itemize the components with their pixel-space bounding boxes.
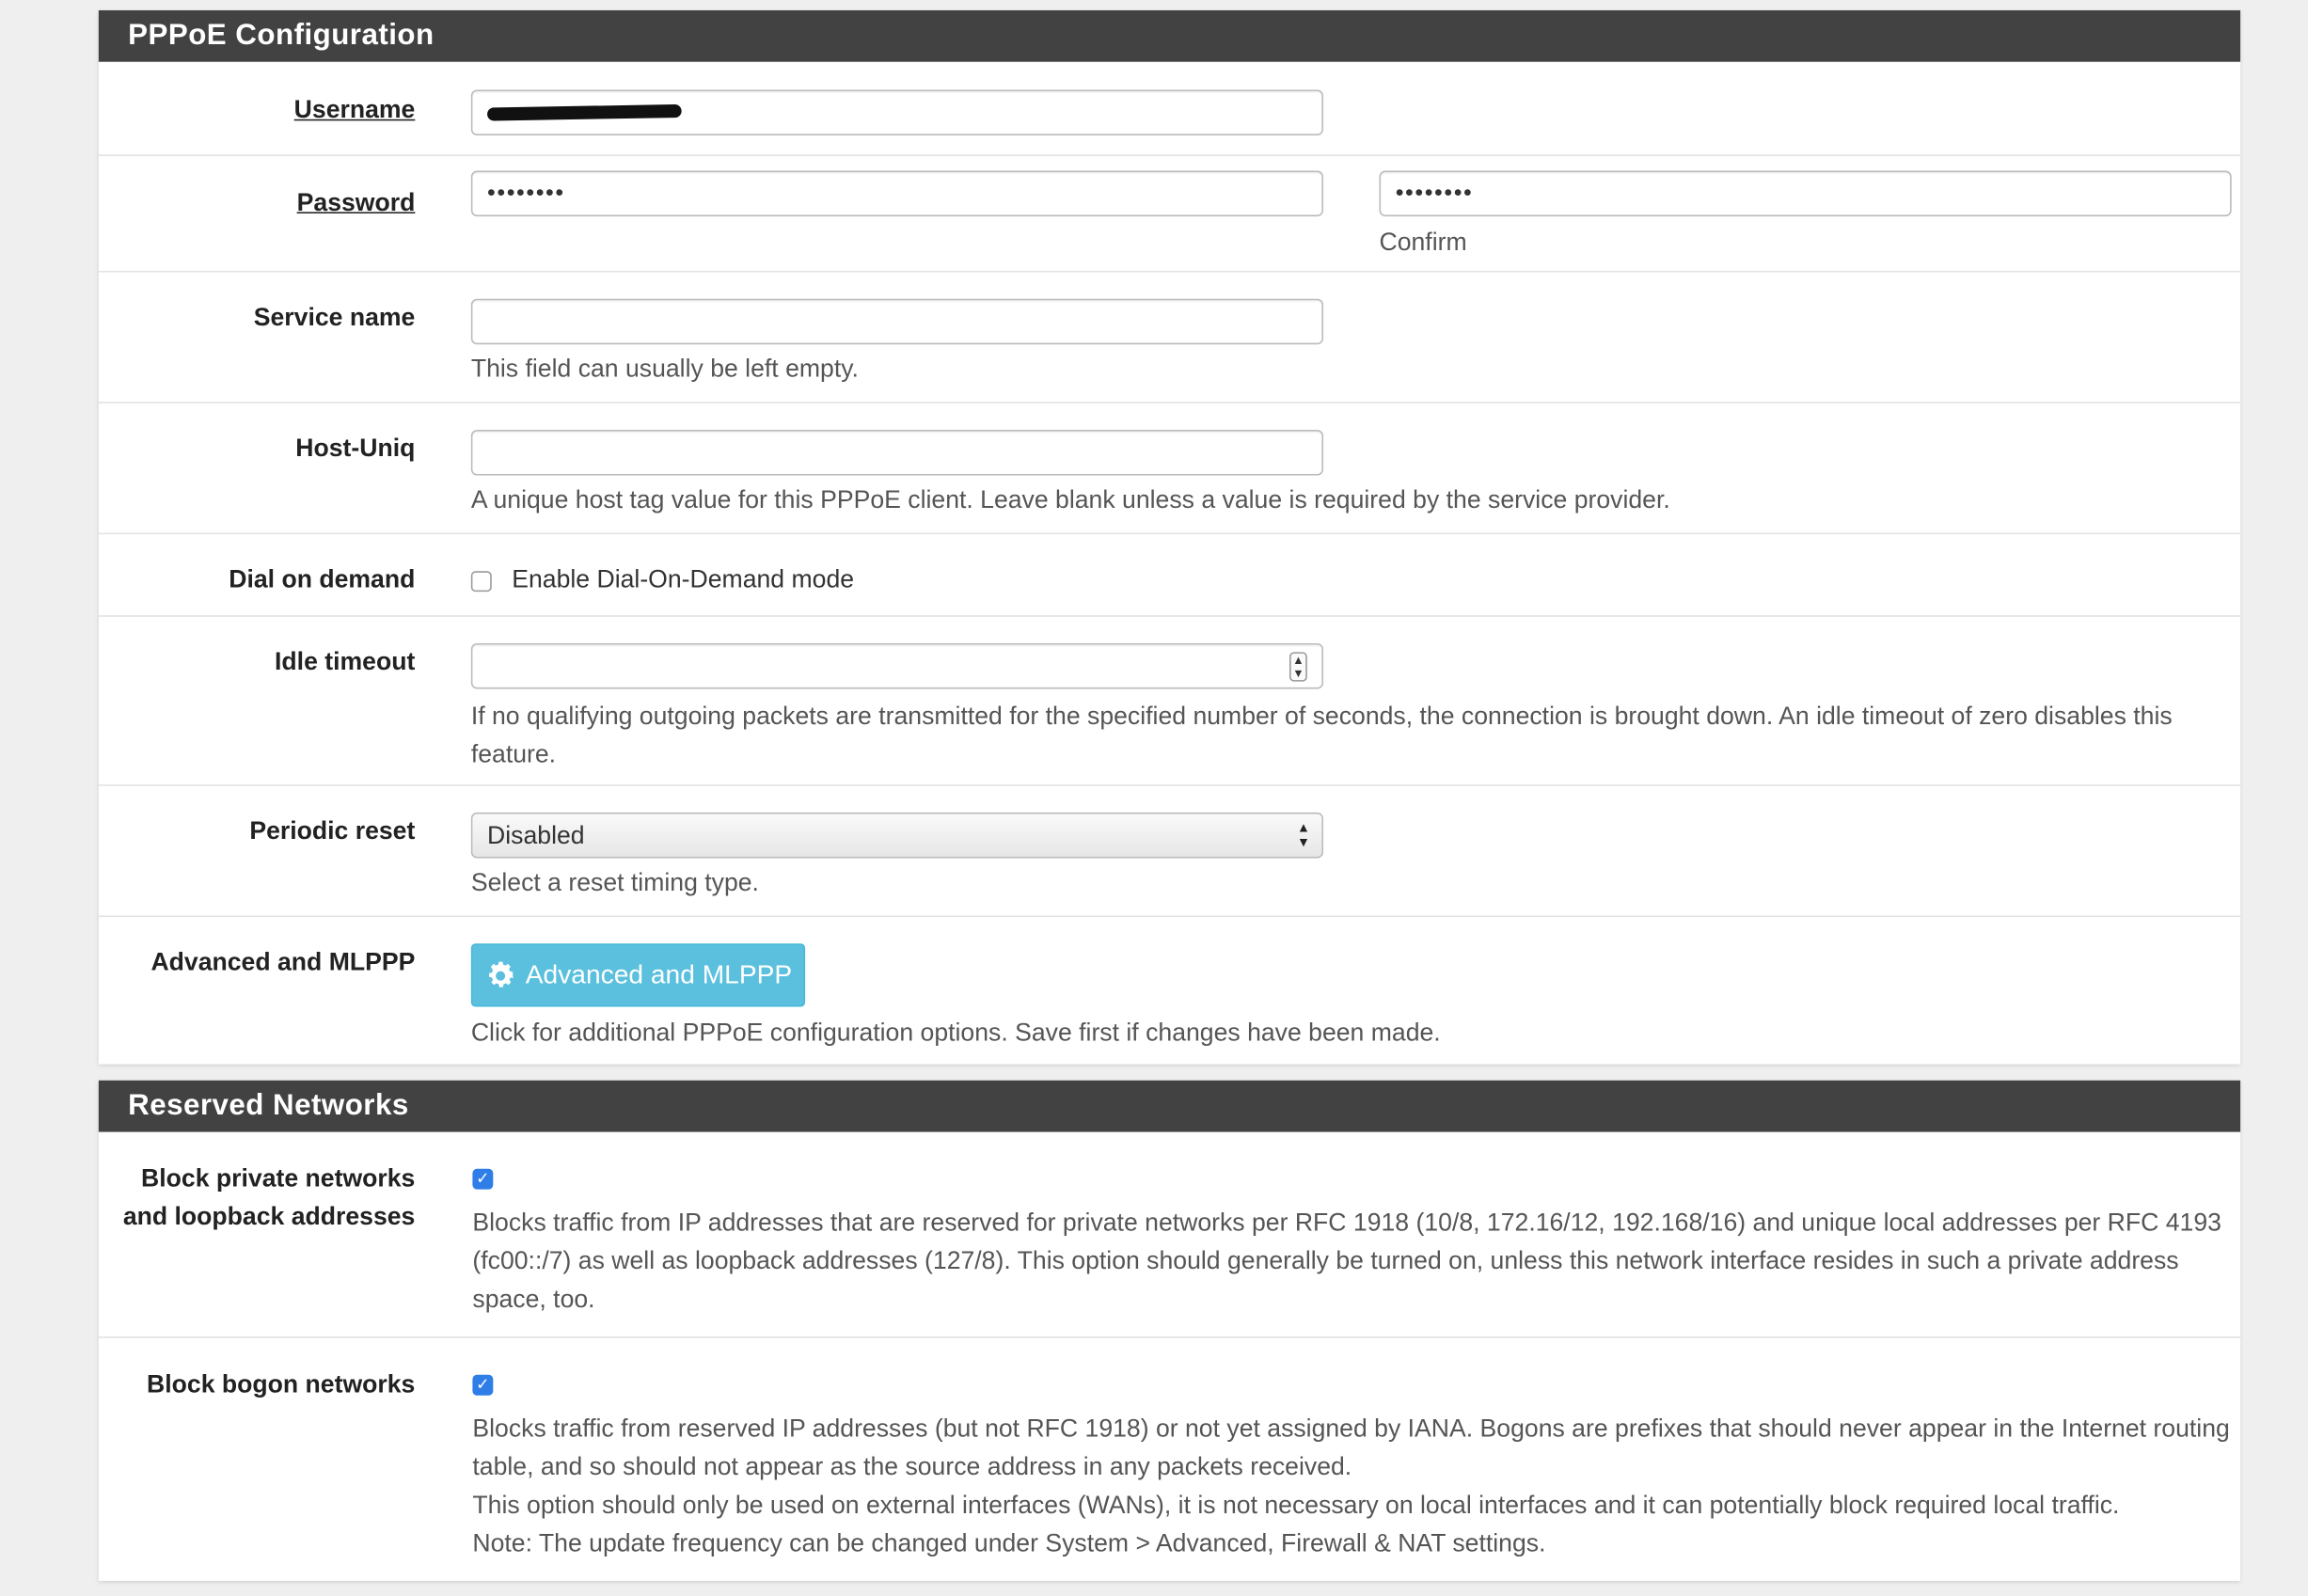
gear-icon xyxy=(484,959,516,991)
block-bogon-help-1: Blocks traffic from reserved IP addresses (but not RFC 1918) or not yet assigned by IANA. Bogons are prefixes that should never appear in the Internet routing table, and so should not appear as the source address in any packets received. xyxy=(472,1414,2230,1481)
host-uniq-input[interactable] xyxy=(471,430,1323,476)
block-private-row xyxy=(99,1132,2240,1338)
advanced-label: Advanced and MLPPP xyxy=(150,947,416,976)
idle-timeout-help: If no qualifying outgoing packets are transmitted for the specified number of seconds, the connection is brought down. An idle timeout of zero disables this feature. xyxy=(470,702,2173,768)
periodic-reset-help: Select a reset timing type. xyxy=(470,868,759,897)
periodic-reset-select[interactable]: Disabled ▲ ▼ xyxy=(471,813,1323,859)
block-bogon-row xyxy=(99,1338,2240,1581)
periodic-reset-label: Periodic reset xyxy=(249,816,416,845)
advanced-help: Click for additional PPPoE configuration options. Save first if changes have been made. xyxy=(470,1019,1441,1047)
reserved-networks-panel xyxy=(99,1081,2240,1581)
idle-timeout-input[interactable] xyxy=(471,643,1323,689)
password-confirm-input[interactable]: •••••••• xyxy=(1379,171,2231,217)
service-name-input[interactable] xyxy=(471,299,1323,345)
block-private-checkbox[interactable]: ✓ xyxy=(472,1168,493,1189)
idle-timeout-row xyxy=(99,617,2240,786)
advanced-mlppp-button[interactable] xyxy=(471,943,805,1006)
password-row xyxy=(99,156,2240,273)
host-uniq-help: A unique host tag value for this PPPoE client. Leave blank unless a value is required by the service provider. xyxy=(470,485,1670,514)
pppoe-heading: PPPoE Configuration xyxy=(99,10,2240,62)
periodic-reset-row xyxy=(99,786,2240,917)
service-name-help: This field can usually be left empty. xyxy=(470,355,859,383)
dial-on-demand-checkbox-label[interactable]: Enable Dial-On-Demand mode xyxy=(512,564,855,593)
number-spinner-icon[interactable]: ▲ ▼ xyxy=(1289,652,1307,681)
password-label[interactable]: Password xyxy=(296,188,416,217)
block-bogon-label: Block bogon networks xyxy=(147,1370,416,1398)
select-arrows-icon: ▲ ▼ xyxy=(1296,819,1310,850)
host-uniq-row xyxy=(99,403,2240,534)
username-row xyxy=(99,62,2240,156)
redacted-username xyxy=(487,104,682,121)
reserved-networks-heading: Reserved Networks xyxy=(99,1081,2240,1132)
username-input[interactable] xyxy=(471,89,1323,135)
confirm-label: Confirm xyxy=(1379,228,1467,257)
block-private-label: Block private networks and loopback addresses xyxy=(122,1163,416,1231)
password-input[interactable]: •••••••• xyxy=(471,171,1323,217)
idle-timeout-label: Idle timeout xyxy=(275,647,416,676)
dial-on-demand-label: Dial on demand xyxy=(229,564,416,593)
block-bogon-checkbox[interactable]: ✓ xyxy=(472,1374,493,1395)
block-bogon-help-2: This option should only be used on external interfaces (WANs), it is not necessary on local interfaces and it can potentially block required local traffic. xyxy=(472,1491,2120,1520)
host-uniq-label: Host-Uniq xyxy=(295,434,416,463)
dial-on-demand-row xyxy=(99,534,2240,617)
dial-on-demand-checkbox[interactable] xyxy=(471,571,492,592)
username-label[interactable]: Username xyxy=(293,95,416,124)
advanced-row xyxy=(99,917,2240,1065)
service-name-label: Service name xyxy=(253,303,416,332)
service-name-row xyxy=(99,273,2240,403)
pppoe-panel xyxy=(99,10,2240,1065)
advanced-mlppp-button-label: Advanced and MLPPP xyxy=(525,959,793,989)
block-bogon-help-3: Note: The update frequency can be changed under System > Advanced, Firewall & NAT settings. xyxy=(472,1529,1546,1557)
block-private-help: Blocks traffic from IP addresses that are reserved for private networks per RFC 1918 (10/8, 172.16/12, 192.168/16) and unique local addresses per RFC 4193 (fc00::/7) as well as loopback addresses (127/8). This option should generally be turned on, unless this network interface resides in such a private address space, too. xyxy=(472,1208,2221,1314)
